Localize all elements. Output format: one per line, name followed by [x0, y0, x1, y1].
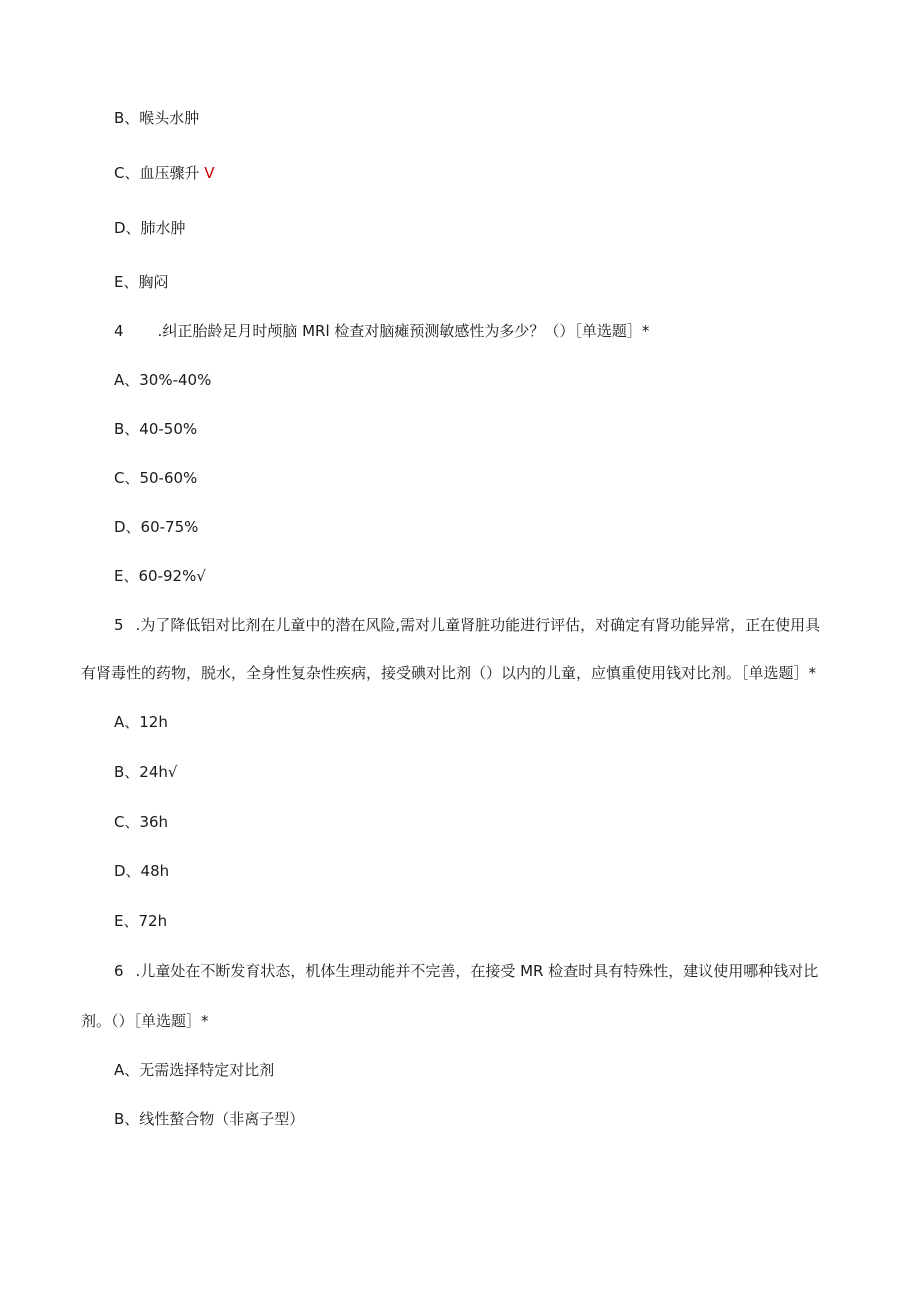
question-text-line2: 有肾毒性的药物，脱水，全身性复杂性疾病，接受碘对比剂（）以内的儿童，应慎重使用钱对比剂。［单选题］* [81, 664, 817, 682]
question-text: .纠正胎龄足月时颅脑 MRl 检查对脑瘫预测敏感性为多少？（）［单选题］* [157, 322, 650, 340]
option-label: B、喉头水肿 [114, 109, 200, 127]
option-label: D、肺水肿 [114, 219, 186, 237]
option-label: E、60-92%√ [114, 567, 206, 585]
option-label: C、36h [114, 813, 169, 831]
q3-option-e [114, 272, 168, 292]
option-label: E、72h [114, 912, 168, 930]
question-4 [114, 321, 649, 341]
question-5 [114, 615, 820, 635]
question-number: 6 [114, 962, 124, 980]
question-6 [114, 961, 818, 981]
question-number: 4 [114, 322, 124, 340]
q4-option-a [114, 370, 211, 390]
option-label: C、血压骤升 [114, 164, 200, 182]
option-label: A、30%-40% [114, 371, 212, 389]
q3-option-d [114, 218, 186, 238]
option-label: B、线性螯合物（非离子型） [114, 1110, 305, 1128]
question-number: 5 [114, 616, 124, 634]
q5-option-c [114, 812, 168, 832]
option-label: A、12h [114, 713, 168, 731]
option-label: D、48h [114, 862, 170, 880]
q4-option-d [114, 517, 198, 537]
q5-option-a [114, 712, 168, 732]
option-label: E、胸闷 [114, 273, 169, 291]
q3-option-c [114, 163, 215, 183]
question-text-line1: .儿童处在不断发育状态，机体生理动能并不完善，在接受 MR 检查时具有特殊性，建议使用哪种钱对比 [135, 962, 819, 980]
question-text-line2: 剂。（）［单选题］* [81, 1012, 209, 1030]
option-label: C、50-60% [114, 469, 198, 487]
q5-option-d [114, 861, 169, 881]
option-label: B、40-50% [114, 420, 198, 438]
q6-option-b [114, 1109, 304, 1129]
option-label: A、无需选择特定对比剂 [114, 1061, 275, 1079]
question-5-continuation [81, 663, 816, 683]
q4-option-b [114, 419, 197, 439]
question-6-continuation [81, 1011, 209, 1031]
q3-option-b [114, 108, 199, 128]
q4-option-c [114, 468, 197, 488]
option-label: B、24h√ [114, 763, 178, 781]
q5-option-e [114, 911, 167, 931]
q5-option-b [114, 762, 177, 782]
option-label: D、60-75% [114, 518, 199, 536]
q4-option-e [114, 566, 206, 586]
q6-option-a [114, 1060, 274, 1080]
correct-mark: V [204, 164, 215, 182]
question-text-line1: .为了降低铝对比剂在儿童中的潜在风险,需对儿童肾脏功能进行评估，对确定有肾功能异常，正在使用具 [135, 616, 821, 634]
